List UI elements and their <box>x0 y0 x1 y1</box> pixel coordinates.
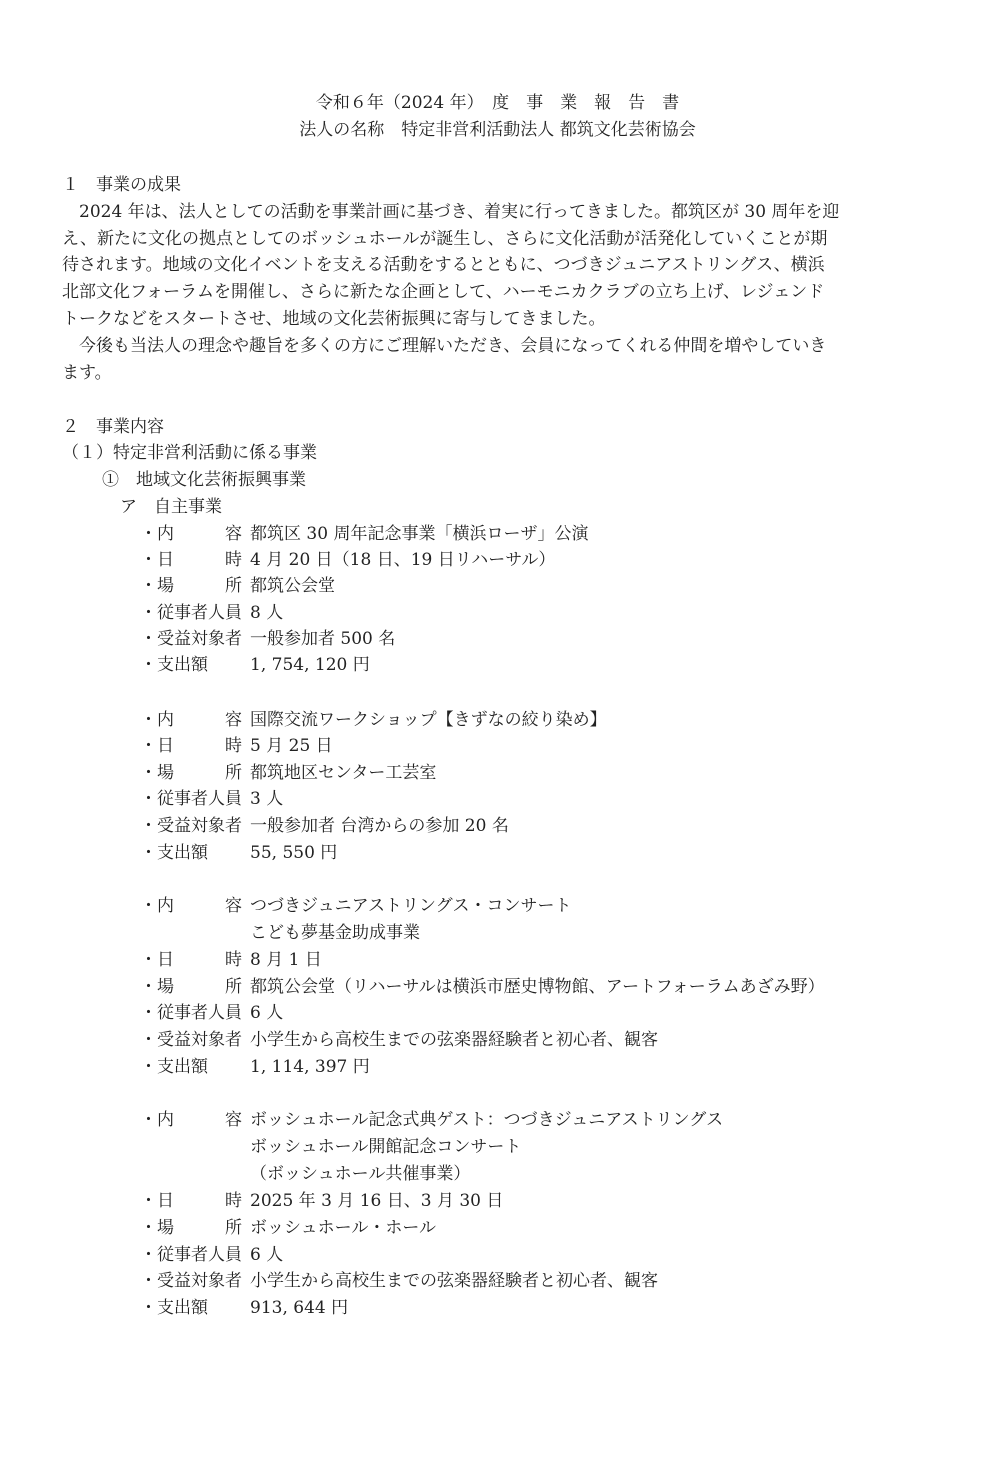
cost-value: 913, 644 円 <box>250 1298 349 1318</box>
date-label: ・日 時 <box>140 1191 242 1211</box>
target-row <box>140 626 395 652</box>
date-label: ・日 時 <box>140 550 242 570</box>
content-label: ・内 容 <box>140 896 242 916</box>
cost-label: ・支出額 <box>140 1298 208 1318</box>
section1-p2-line: ます。 <box>62 363 112 383</box>
place-value: 都筑公会堂 <box>250 576 335 596</box>
date-value: 4 月 20 日（18 日、19 日リハーサル） <box>250 550 556 570</box>
cost-row <box>140 652 370 678</box>
staff-row <box>140 786 283 812</box>
place-value: 都筑地区センター工芸室 <box>250 763 437 783</box>
place-label: ・場 所 <box>140 1218 242 1238</box>
place-row <box>140 974 825 1000</box>
target-value: 小学生から高校生までの弦楽器経験者と初心者、観客 <box>250 1030 658 1050</box>
target-label: ・受益対象者 <box>140 816 242 836</box>
section1-p1-line: 北部文化フォーラムを開催し、さらに新たな企画として、ハーモニカクラブの立ち上げ、レジェンド <box>62 282 825 302</box>
content-row <box>140 521 588 547</box>
report-title: 令和６年（2024 年） 度 事 業 報 告 書 <box>315 93 680 113</box>
subsection-1: （１）特定非営利活動に係る事業 <box>62 443 317 463</box>
place-row <box>140 1215 436 1241</box>
date-row <box>140 547 555 573</box>
date-label: ・日 時 <box>140 736 242 756</box>
content-label: ・内 容 <box>140 710 242 730</box>
staff-value: 3 人 <box>250 789 284 809</box>
section1-p1-line: 2024 年は、法人としての活動を事業計画に基づき、着実に行ってきました。都筑区が 30 周年を迎 <box>62 202 840 222</box>
staff-value: 8 人 <box>250 603 284 623</box>
place-row <box>140 573 335 599</box>
content-value-line3: （ボッシュホール共催事業） <box>250 1164 471 1184</box>
cost-label: ・支出額 <box>140 843 208 863</box>
section1-p1-line: え、新たに文化の拠点としてのボッシュホールが誕生し、さらに文化活動が活発化していくことが期 <box>62 229 828 249</box>
cost-value: 1, 754, 120 円 <box>250 655 370 675</box>
section1-heading: １ 事業の成果 <box>62 175 181 195</box>
place-row <box>140 760 436 786</box>
cost-label: ・支出額 <box>140 1057 208 1077</box>
content-row <box>140 1107 723 1133</box>
content-value: ボッシュホール記念式典ゲスト：つづきジュニアストリングス <box>250 1110 724 1130</box>
content-value: 都筑区 30 周年記念事業「横浜ローザ」公演 <box>250 524 589 544</box>
subsection-a: ア 自主事業 <box>120 497 222 517</box>
place-label: ・場 所 <box>140 763 242 783</box>
place-value: ボッシュホール・ホール <box>250 1218 436 1238</box>
content-label: ・内 容 <box>140 524 242 544</box>
staff-label: ・従事者人員 <box>140 603 242 623</box>
section1-p2-line: 今後も当法人の理念や趣旨を多くの方にご理解いただき、会員になってくれる仲間を増やしていき <box>62 336 827 356</box>
cost-row <box>140 840 337 866</box>
content-row <box>140 893 571 919</box>
target-label: ・受益対象者 <box>140 1271 242 1291</box>
target-value: 一般参加者 台湾からの参加 20 名 <box>250 816 509 836</box>
subsection-1-1: ① 地域文化芸術振興事業 <box>102 470 306 490</box>
target-row <box>140 1027 658 1053</box>
staff-row <box>140 600 283 626</box>
cost-value: 55, 550 円 <box>250 843 338 863</box>
date-row <box>140 1188 503 1214</box>
staff-row <box>140 1000 283 1026</box>
target-value: 小学生から高校生までの弦楽器経験者と初心者、観客 <box>250 1271 658 1291</box>
date-value: 8 月 1 日 <box>250 950 322 970</box>
content-label: ・内 容 <box>140 1110 242 1130</box>
place-label: ・場 所 <box>140 576 242 596</box>
section1-p1-line: トークなどをスタートさせ、地域の文化芸術振興に寄与してきました。 <box>62 309 606 329</box>
section2-heading: ２ 事業内容 <box>62 417 164 437</box>
staff-label: ・従事者人員 <box>140 1245 242 1265</box>
place-label: ・場 所 <box>140 977 242 997</box>
content-value-line2: こども夢基金助成事業 <box>250 923 420 943</box>
target-label: ・受益対象者 <box>140 1030 242 1050</box>
content-value-line2: ボッシュホール開館記念コンサート <box>250 1137 522 1157</box>
staff-label: ・従事者人員 <box>140 789 242 809</box>
org-name: 法人の名称 特定非営利活動法人 都筑文化芸術協会 <box>299 120 696 140</box>
cost-row <box>140 1295 348 1321</box>
date-row <box>140 947 322 973</box>
date-label: ・日 時 <box>140 950 242 970</box>
date-value: 5 月 25 日 <box>250 736 333 756</box>
target-value: 一般参加者 500 名 <box>250 629 396 649</box>
staff-value: 6 人 <box>250 1245 284 1265</box>
staff-row <box>140 1242 283 1268</box>
cost-row <box>140 1054 370 1080</box>
staff-label: ・従事者人員 <box>140 1003 242 1023</box>
section1-p1-line: 待されます。地域の文化イベントを支える活動をするとともに、つづきジュニアストリングス、横浜 <box>62 255 825 275</box>
content-value: つづきジュニアストリングス・コンサート <box>250 896 572 916</box>
date-row <box>140 733 333 759</box>
target-row <box>140 1268 658 1294</box>
target-row <box>140 813 509 839</box>
content-value: 国際交流ワークショップ【きずなの絞り染め】 <box>250 710 607 730</box>
date-value: 2025 年 3 月 16 日、3 月 30 日 <box>250 1191 504 1211</box>
cost-value: 1, 114, 397 円 <box>250 1057 370 1077</box>
place-value: 都筑公会堂（リハーサルは横浜市歴史博物館、アートフォーラムあざみ野） <box>250 977 825 997</box>
staff-value: 6 人 <box>250 1003 284 1023</box>
target-label: ・受益対象者 <box>140 629 242 649</box>
content-row <box>140 707 607 733</box>
cost-label: ・支出額 <box>140 655 208 675</box>
